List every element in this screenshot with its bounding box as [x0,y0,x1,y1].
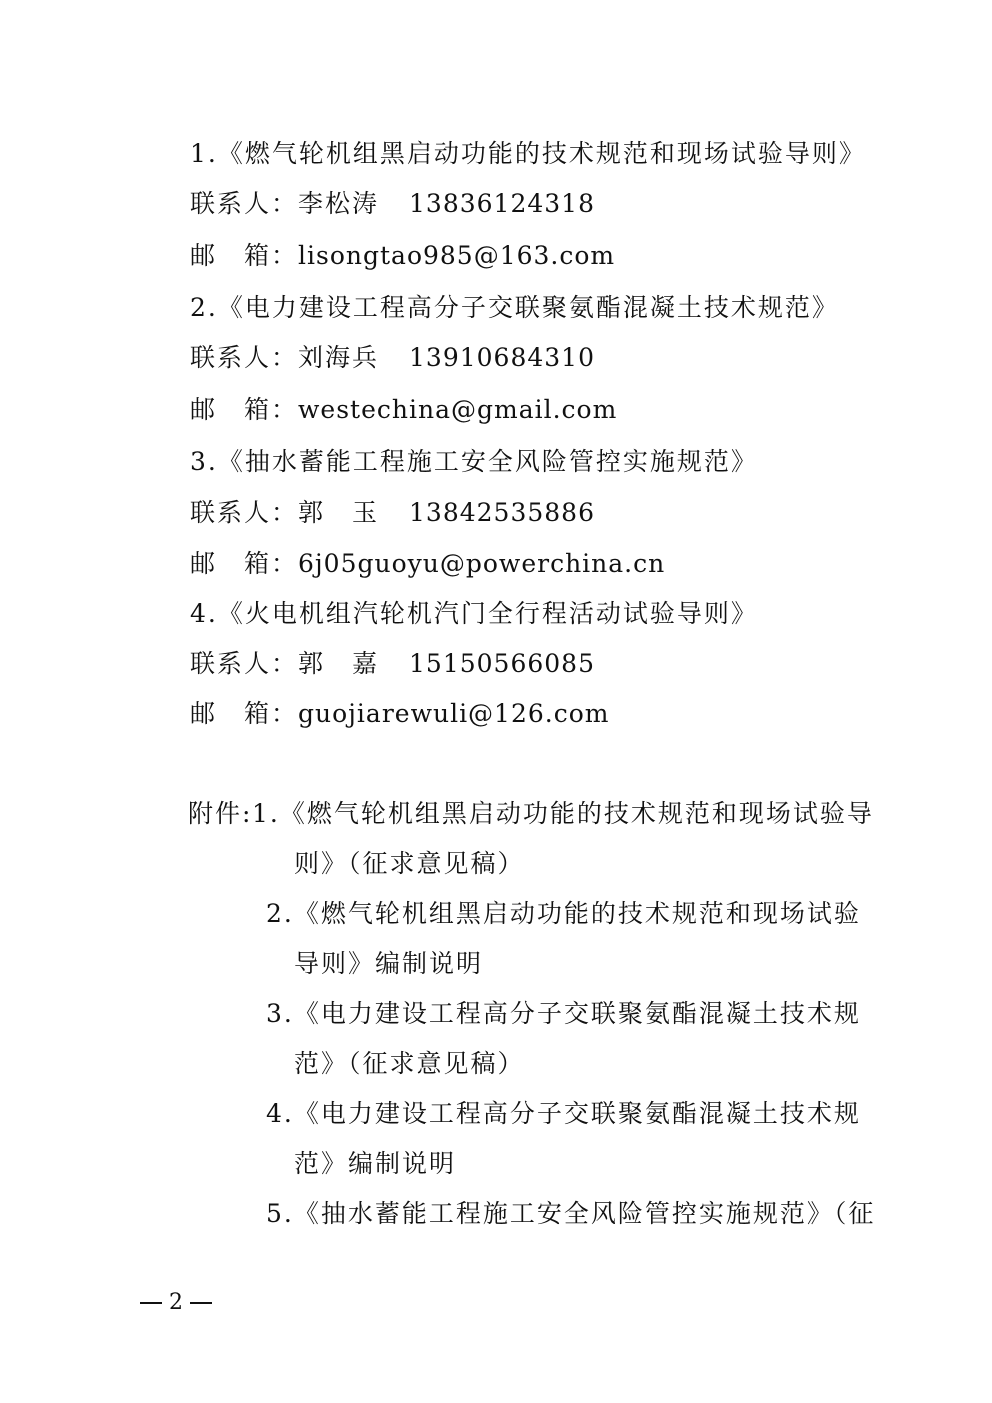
contact-name: 刘海兵 [298,343,380,372]
contact-email: 6j05guoyu@powerchina.cn [298,549,666,578]
attachment-2-line2: 导则》编制说明 [294,949,484,978]
footer-dash-left [140,1302,162,1304]
attachment-3-line2: 范》（征求意见稿） [294,1049,525,1078]
email-label: 邮 箱： [190,241,299,270]
contact-email: westechina@gmail.com [298,395,618,424]
email-label: 邮 箱： [190,699,299,728]
contact-label: 联系人： [190,343,299,372]
standard-title-4: 4.《火电机组汽轮机汽门全行程活动试验导则》 [190,599,758,628]
standard-title-2: 2.《电力建设工程高分子交联聚氨酯混凝土技术规范》 [190,293,839,322]
contact-row-2 [190,342,595,374]
email-row-3 [190,548,665,580]
contact-phone: 13842535886 [409,498,595,527]
footer-dash-right [190,1302,212,1304]
contact-name: 郭 玉 [298,498,380,527]
page-number: 2 [169,1290,183,1315]
contact-row-4 [190,648,595,680]
contact-email: lisongtao985@163.com [298,241,616,270]
contact-name: 李松涛 [298,189,380,218]
contact-email: guojiarewuli@126.com [298,699,610,728]
contact-label: 联系人： [190,189,299,218]
attachments-label: 附件: [188,799,253,828]
standard-title-1: 1.《燃气轮机组黑启动功能的技术规范和现场试验导则》 [190,139,866,168]
contact-label: 联系人： [190,649,299,678]
contact-phone: 15150566085 [409,649,595,678]
attachment-4-line2: 范》编制说明 [294,1149,457,1178]
contact-row-3 [190,497,595,529]
attachment-2-line1: 2.《燃气轮机组黑启动功能的技术规范和现场试验 [266,899,861,928]
email-row-1 [190,240,615,272]
email-row-4 [190,698,609,730]
contact-label: 联系人： [190,498,299,527]
attachment-4-line1: 4.《电力建设工程高分子交联聚氨酯混凝土技术规 [266,1099,861,1128]
contact-row-1 [190,188,595,220]
attachment-1-line1: 1.《燃气轮机组黑启动功能的技术规范和现场试验导 [252,799,874,828]
contact-phone: 13910684310 [409,343,595,372]
attachment-5-line1: 5.《抽水蓄能工程施工安全风险管控实施规范》（征 [266,1199,876,1228]
standard-title-3: 3.《抽水蓄能工程施工安全风险管控实施规范》 [190,447,758,476]
email-label: 邮 箱： [190,395,299,424]
email-row-2 [190,394,617,426]
page-number-footer [140,1290,212,1315]
contact-phone: 13836124318 [409,189,595,218]
email-label: 邮 箱： [190,549,299,578]
attachment-1-line2: 则》（征求意见稿） [294,849,525,878]
attachment-3-line1: 3.《电力建设工程高分子交联聚氨酯混凝土技术规 [266,999,861,1028]
contact-name: 郭 嘉 [298,649,380,678]
